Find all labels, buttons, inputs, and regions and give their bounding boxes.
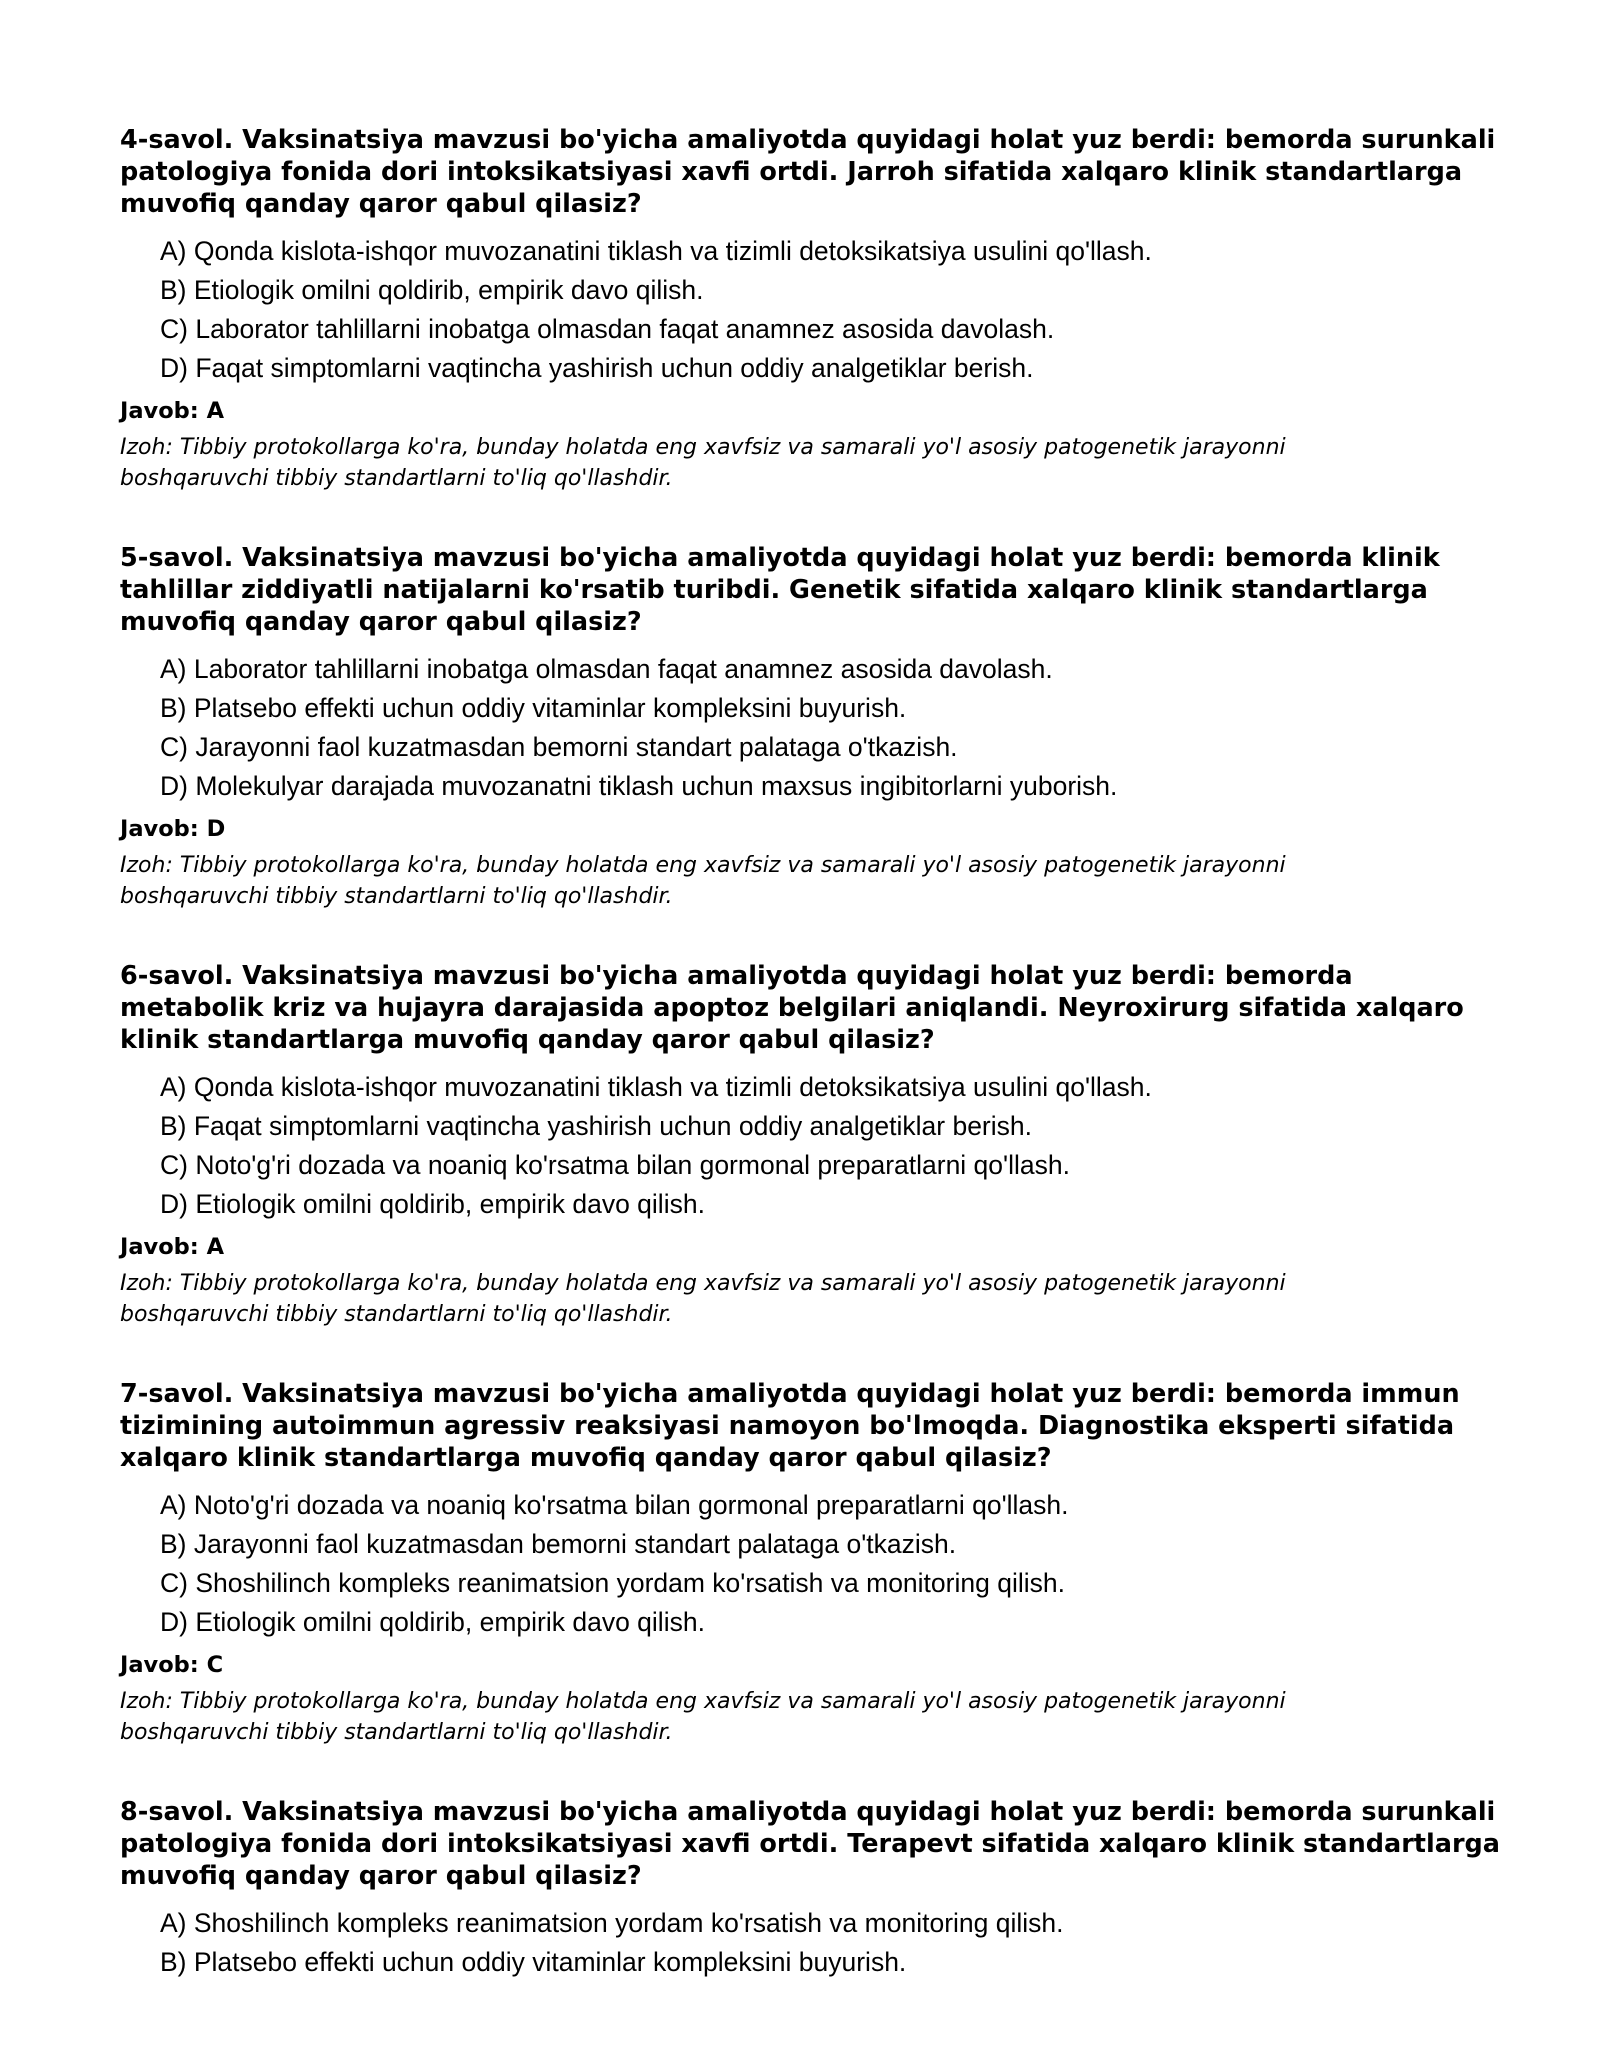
question-number: 6-savol.: [120, 961, 234, 991]
answer-label: Javob: D: [120, 816, 226, 842]
question-block: [120, 542, 1500, 912]
options-list: [120, 232, 1500, 388]
options-list: [120, 1486, 1500, 1642]
question-block: [120, 960, 1500, 1330]
answer-label: Javob: A: [120, 1234, 225, 1260]
question-text: [120, 542, 1500, 638]
option-item: A) Noto'g'ri dozada va noaniq ko'rsatma bilan gormonal preparatlarni qo'llash.: [160, 1490, 1069, 1520]
options-list: [120, 650, 1500, 806]
question-text: [120, 1796, 1500, 1892]
question-text: [120, 1378, 1500, 1474]
question-number: 8-savol.: [120, 1797, 234, 1827]
answer-label: Javob: A: [120, 398, 225, 424]
question-body: Vaksinatsiya mavzusi bo'yicha amaliyotda quyidagi holat yuz berdi: bemorda klinik tahlillar ziddiyatli natijalarni ko'rsatib turibdi. Genetik sifatida xalqaro klinik standartlarga muvofiq qanday qaror qabul qilasiz?: [120, 543, 1440, 637]
option-item: A) Qonda kislota-ishqor muvozanatini tiklash va tizimli detoksikatsiya usulini qo'llash.: [160, 236, 1152, 266]
answer-label: Javob: C: [120, 1652, 224, 1678]
question-number: 4-savol.: [120, 125, 234, 155]
question-body: Vaksinatsiya mavzusi bo'yicha amaliyotda quyidagi holat yuz berdi: bemorda metabolik kriz va hujayra darajasida apoptoz belgilari aniqlandi. Neyroxirurg sifatida xalqaro klinik standartlarga muvofiq qanday qaror qabul qilasiz?: [120, 961, 1464, 1055]
question-body: Vaksinatsiya mavzusi bo'yicha amaliyotda quyidagi holat yuz berdi: bemorda surunkali patologiya fonida dori intoksikatsiyasi xavfi ortdi. Terapevt sifatida xalqaro klinik standartlarga muvofiq qanday qaror qabul qilasiz?: [120, 1797, 1500, 1891]
explanation-text: Izoh: Tibbiy protokollarga ko'ra, bunday holatda eng xavfsiz va samarali yo'l asosiy patogenetik jarayonni boshqaruvchi tibbiy standartlarni to'liq qo'llashdir.: [120, 1689, 1286, 1745]
question-number: 7-savol.: [120, 1379, 234, 1409]
option-item: D) Etiologik omilni qoldirib, empirik davo qilish.: [160, 1189, 705, 1219]
option-item: B) Faqat simptomlarni vaqtincha yashirish uchun oddiy analgetiklar berish.: [160, 1111, 1032, 1141]
explanation-text: Izoh: Tibbiy protokollarga ko'ra, bunday holatda eng xavfsiz va samarali yo'l asosiy patogenetik jarayonni boshqaruvchi tibbiy standartlarni to'liq qo'llashdir.: [120, 853, 1286, 909]
option-item: B) Platsebo effekti uchun oddiy vitaminlar kompleksini buyurish.: [160, 693, 907, 723]
question-text: [120, 124, 1500, 220]
option-item: D) Faqat simptomlarni vaqtincha yashirish uchun oddiy analgetiklar berish.: [160, 353, 1034, 383]
option-item: B) Jarayonni faol kuzatmasdan bemorni standart palataga o'tkazish.: [160, 1529, 957, 1559]
explanation-text: Izoh: Tibbiy protokollarga ko'ra, bunday holatda eng xavfsiz va samarali yo'l asosiy patogenetik jarayonni boshqaruvchi tibbiy standartlarni to'liq qo'llashdir.: [120, 1271, 1286, 1327]
options-list: [120, 1904, 1500, 1982]
option-item: C) Jarayonni faol kuzatmasdan bemorni standart palataga o'tkazish.: [160, 732, 958, 762]
option-item: D) Etiologik omilni qoldirib, empirik davo qilish.: [160, 1607, 705, 1637]
option-item: A) Laborator tahlillarni inobatga olmasdan faqat anamnez asosida davolash.: [160, 654, 1053, 684]
question-block: [120, 1796, 1500, 1982]
option-item: D) Molekulyar darajada muvozanatni tiklash uchun maxsus ingibitorlarni yuborish.: [160, 771, 1118, 801]
question-text: [120, 960, 1500, 1056]
option-item: B) Etiologik omilni qoldirib, empirik davo qilish.: [160, 275, 704, 305]
question-body: Vaksinatsiya mavzusi bo'yicha amaliyotda quyidagi holat yuz berdi: bemorda immun tizimining autoimmun agressiv reaksiyasi namoyon bo'lmoqda. Diagnostika eksperti sifatida xalqaro klinik standartlarga muvofiq qanday qaror qabul qilasiz?: [120, 1379, 1460, 1473]
options-list: [120, 1068, 1500, 1224]
option-item: B) Platsebo effekti uchun oddiy vitaminlar kompleksini buyurish.: [160, 1947, 907, 1977]
explanation-text: Izoh: Tibbiy protokollarga ko'ra, bunday holatda eng xavfsiz va samarali yo'l asosiy patogenetik jarayonni boshqaruvchi tibbiy standartlarni to'liq qo'llashdir.: [120, 435, 1286, 491]
document-page: [120, 124, 1500, 2030]
question-body: Vaksinatsiya mavzusi bo'yicha amaliyotda quyidagi holat yuz berdi: bemorda surunkali patologiya fonida dori intoksikatsiyasi xavfi ortdi. Jarroh sifatida xalqaro klinik standartlarga muvofiq qanday qaror qabul qilasiz?: [120, 125, 1496, 219]
option-item: C) Shoshilinch kompleks reanimatsion yordam ko'rsatish va monitoring qilish.: [160, 1568, 1065, 1598]
question-block: [120, 124, 1500, 494]
question-number: 5-savol.: [120, 543, 234, 573]
question-block: [120, 1378, 1500, 1748]
option-item: C) Noto'g'ri dozada va noaniq ko'rsatma bilan gormonal preparatlarni qo'llash.: [160, 1150, 1070, 1180]
option-item: A) Shoshilinch kompleks reanimatsion yordam ko'rsatish va monitoring qilish.: [160, 1908, 1064, 1938]
option-item: A) Qonda kislota-ishqor muvozanatini tiklash va tizimli detoksikatsiya usulini qo'llash.: [160, 1072, 1152, 1102]
option-item: C) Laborator tahlillarni inobatga olmasdan faqat anamnez asosida davolash.: [160, 314, 1055, 344]
